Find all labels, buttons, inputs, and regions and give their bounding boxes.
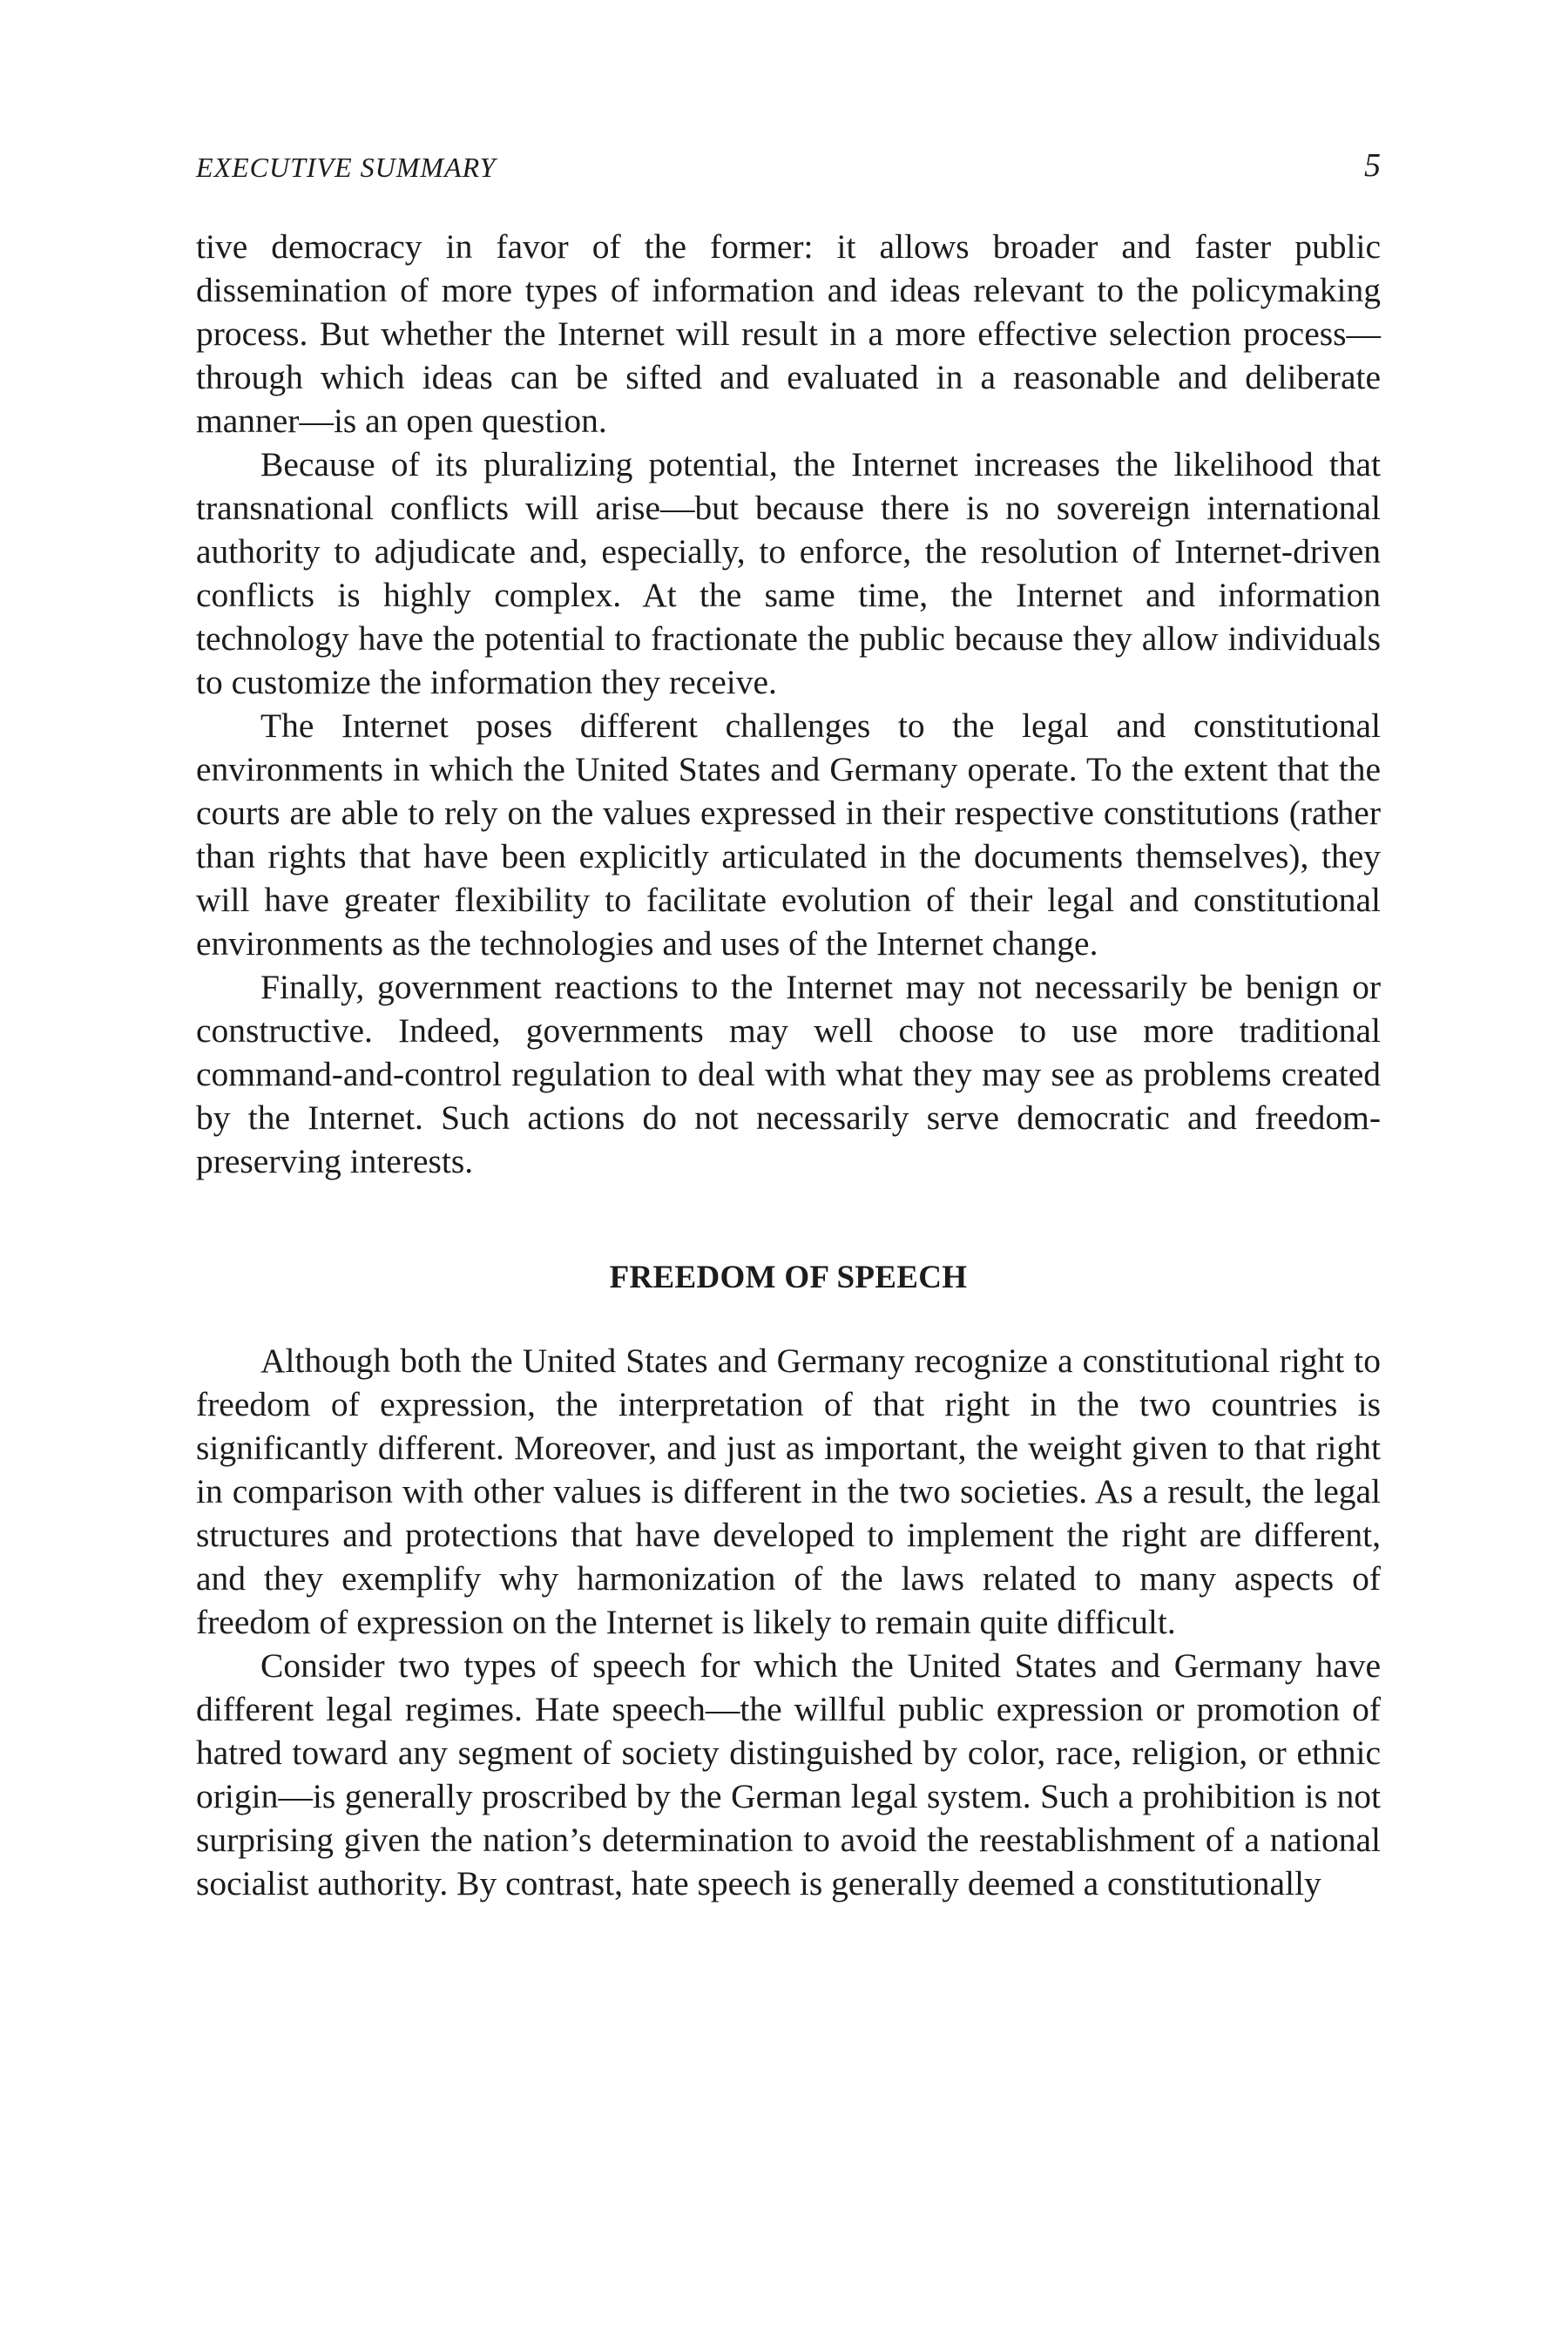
paragraph-continuation: tive democracy in favor of the former: it allows broader and faster public dissemination of more types of information and ideas relevant to the policymaking process. But whether the Internet will result in a more effective selection process—through which ideas can be sifted and evaluated in a reasonable and deliberate manner—is an open question. xyxy=(196,227,1381,440)
body-text xyxy=(196,225,1381,1905)
running-head xyxy=(196,147,1381,192)
paragraph-hate-speech: Consider two types of speech for which the United States and Germany have different legal regimes. Hate speech—the willful public expression or promotion of hatred toward any segment of society distinguished by color, race, religion, or ethnic origin—is generally proscribed by the German legal system. Such a prohibition is not surprising given the nation’s determination to avoid the reestablishment of a national socialist authority. By contrast, hate speech is generally deemed a constitutionally xyxy=(196,1646,1381,1903)
paragraph-legal-environments: The Internet poses different challenges to the legal and constitutional environments in which the United States and Germany operate. To the extent that the courts are able to rely on the values expressed in their respective constitutions (rather than rights that have been explicitly articulated in the documents themselves), they will have greater flexibility to facilitate evolution of their legal and constitutional environments as the technologies and uses of the Internet change. xyxy=(196,706,1381,963)
section-heading: FREEDOM OF SPEECH xyxy=(609,1260,968,1295)
page-number: 5 xyxy=(1364,147,1381,184)
paragraph-pluralizing-potential: Because of its pluralizing potential, the Internet increases the likelihood that transnational conflicts will arise—but because there is no sovereign international authority to adjudicate and, especially, to enforce, the resolution of Internet-driven conflicts is highly complex. At the same time, the Internet and information technology have the potential to fractionate the public because they allow individuals to customize the information they receive. xyxy=(196,445,1381,701)
paragraph-freedom-expression: Although both the United States and Germany recognize a constitutional right to freedom of expression, the interpretation of that right in the two countries is significantly different. Moreover, and just as important, the weight given to that right in comparison with other values is different in the two societies. As a result, the legal structures and protections that have developed to implement the right are different, and they exemplify why harmonization of the laws related to many aspects of freedom of expression on the Internet is likely to remain quite difficult. xyxy=(196,1342,1381,1641)
paragraph-government-reactions: Finally, government reactions to the Internet may not necessarily be benign or constructive. Indeed, governments may well choose to use more traditional command-and-control regulation to deal with what they may see as problems created by the Internet. Such actions do not necessarily serve democratic and freedom-preserving interests. xyxy=(196,968,1381,1180)
running-title: EXECUTIVE SUMMARY xyxy=(196,152,497,183)
